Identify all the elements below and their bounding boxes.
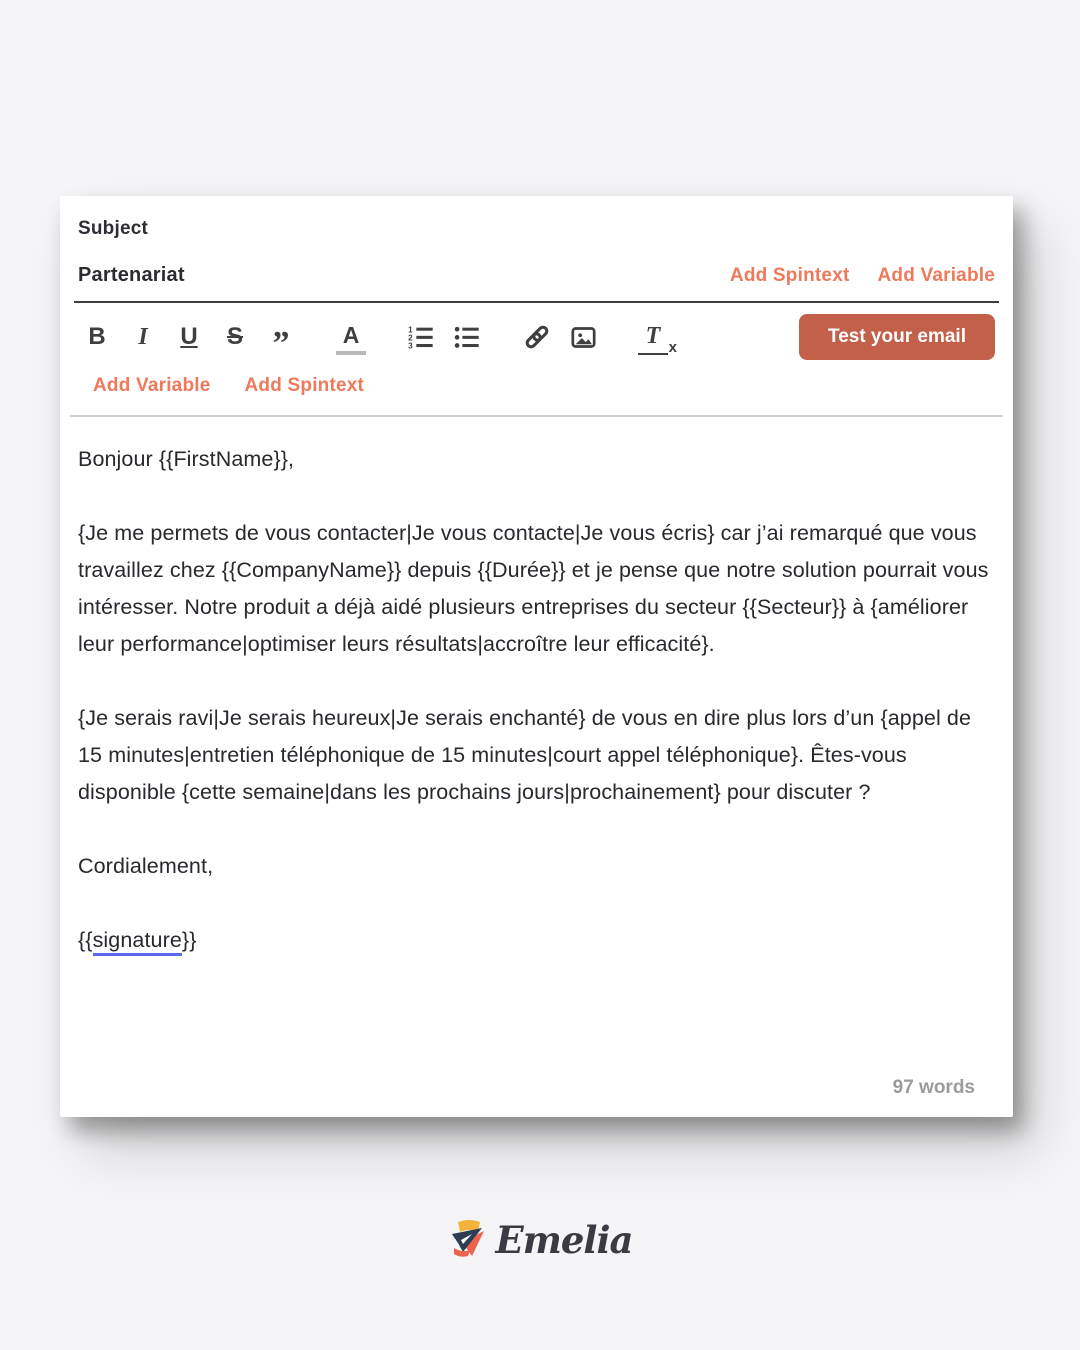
subject-label: Subject bbox=[78, 218, 149, 239]
word-count: 97 words bbox=[892, 1077, 975, 1098]
svg-text:2: 2 bbox=[408, 333, 413, 343]
formatting-toolbar bbox=[60, 311, 1013, 363]
emelia-logo-text: Emelia bbox=[495, 1218, 633, 1262]
subject-divider bbox=[74, 301, 999, 303]
add-spintext-link-editor[interactable]: Add Spintext bbox=[244, 375, 365, 396]
signature-variable[interactable]: signature bbox=[93, 928, 182, 956]
email-body-editor[interactable] bbox=[60, 417, 1013, 959]
clear-formatting-icon[interactable]: T x bbox=[638, 319, 668, 355]
bold-icon[interactable]: B bbox=[88, 323, 106, 350]
svg-text:3: 3 bbox=[408, 341, 413, 351]
emelia-logo-icon bbox=[448, 1218, 490, 1262]
underline-icon[interactable]: U bbox=[180, 323, 198, 350]
link-icon[interactable] bbox=[522, 319, 552, 355]
email-editor-card bbox=[60, 196, 1013, 1117]
strikethrough-icon[interactable]: S bbox=[226, 323, 243, 350]
svg-text:1: 1 bbox=[408, 325, 413, 335]
paragraph-1: {Je me permets de vous contacter|Je vous contacte|Je vous écris} car j’ai remarqué que vous travaillez chez {{CompanyName}} depuis {{Durée}} et je pense que notre solution pourrait vous intéresser. Notre produit a déjà aidé plusieurs entreprises du secteur {{Secteur}} à {améliorer leur performance|optimiser leurs résultats|accroître leur efficacité}. bbox=[78, 521, 989, 656]
paragraph-2: {Je serais ravi|Je serais heureux|Je serais enchanté} de vous en dire plus lors d’un {appel de 15 minutes|entretien téléphonique de 15 minutes|court appel téléphonique}. Êtes-vous disponible {cette semaine|dans les prochains jours|prochainement} pour discuter ? bbox=[78, 706, 972, 804]
closing-line: Cordialement, bbox=[78, 854, 214, 878]
italic-icon[interactable]: I bbox=[138, 323, 148, 350]
image-icon[interactable] bbox=[568, 319, 598, 355]
blockquote-icon[interactable]: ” bbox=[272, 325, 290, 362]
add-variable-link-editor[interactable]: Add Variable bbox=[93, 375, 211, 396]
add-variable-link-subject[interactable]: Add Variable bbox=[877, 265, 995, 286]
subject-section bbox=[60, 196, 1013, 287]
add-spintext-link-subject[interactable]: Add Spintext bbox=[729, 265, 850, 286]
emelia-brand bbox=[0, 1218, 1080, 1262]
ordered-list-icon[interactable] bbox=[406, 319, 436, 355]
editor-actions bbox=[60, 375, 1013, 397]
test-your-email-button[interactable]: Test your email bbox=[799, 314, 995, 360]
text-color-icon[interactable]: A bbox=[336, 319, 366, 355]
signature-line: {{signature}} bbox=[78, 922, 995, 959]
greeting-line: Bonjour {{FirstName}}, bbox=[78, 447, 295, 471]
subject-input[interactable]: Partenariat bbox=[78, 264, 185, 286]
bullet-list-icon[interactable] bbox=[452, 319, 482, 355]
